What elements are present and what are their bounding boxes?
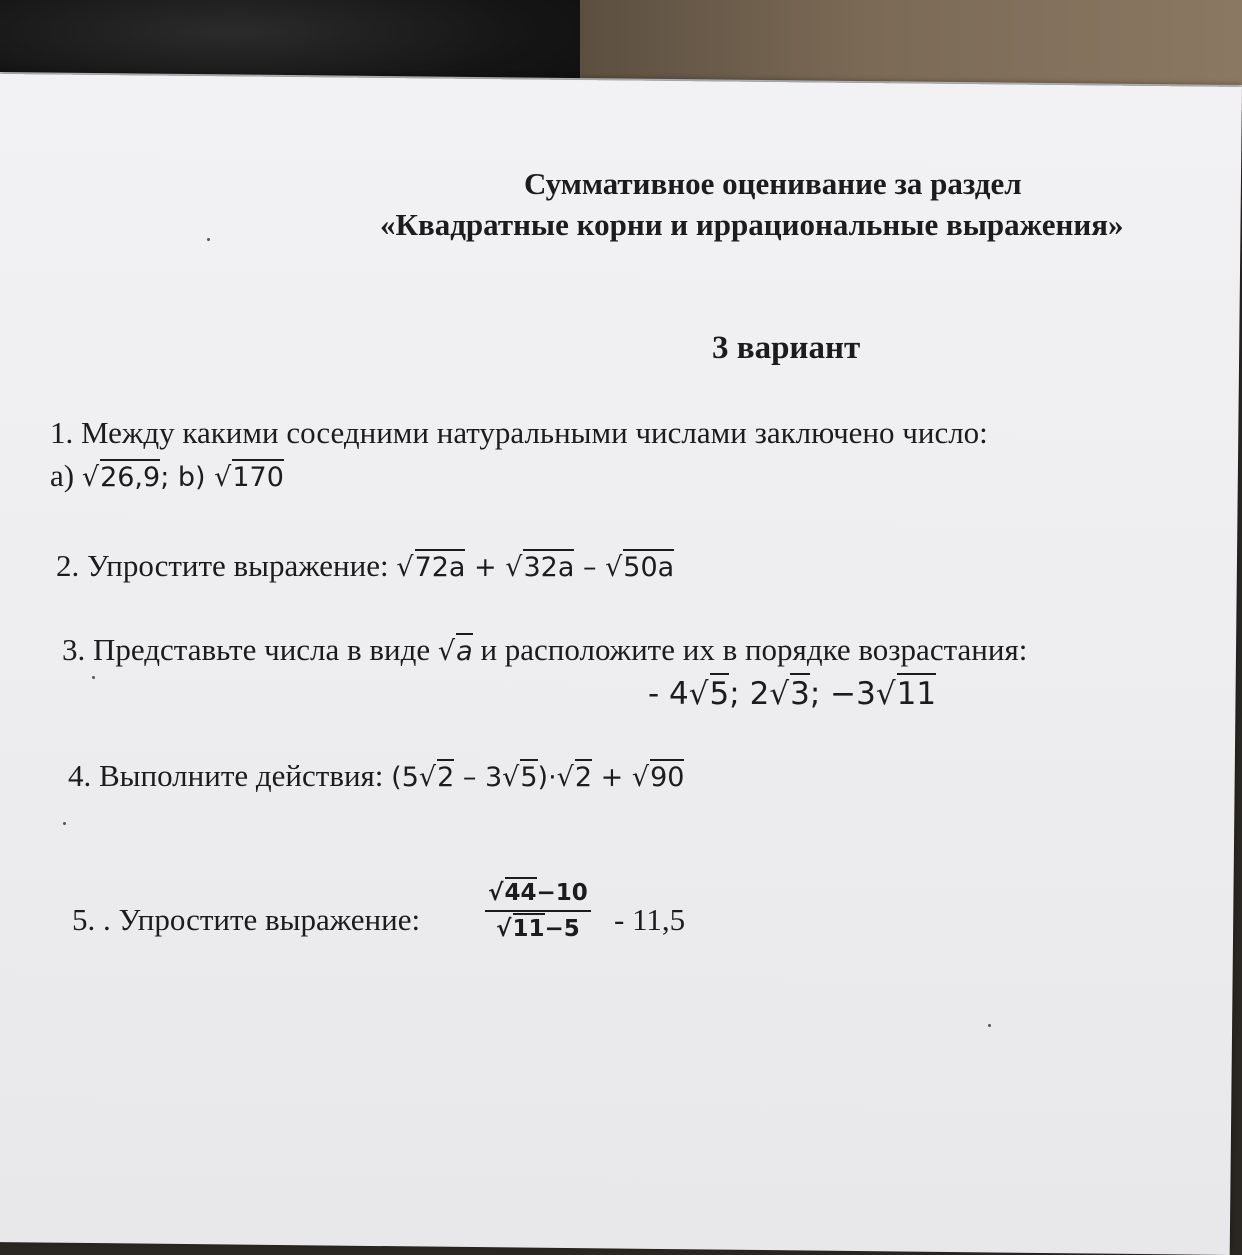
task-4-mid: – 3 bbox=[454, 762, 503, 793]
task-2-root-3: √50a bbox=[605, 552, 674, 583]
task-3-n3-coef: −3 bbox=[830, 676, 876, 712]
task-1-b-root: √170 bbox=[214, 462, 284, 493]
variant-heading: 3 вариант bbox=[712, 330, 861, 366]
task-2-op-1: + bbox=[465, 552, 506, 583]
task-5-denominator: √11−5 bbox=[483, 912, 593, 942]
task-3-text-after: и расположите их в порядке возрастания: bbox=[472, 632, 1028, 667]
task-5-fraction bbox=[483, 880, 593, 942]
task-3-n2-coef: 2 bbox=[749, 676, 770, 712]
task-3-text-before: 3. Представьте числа в виде bbox=[62, 632, 438, 667]
task-4-root-1: √2 bbox=[419, 762, 454, 793]
task-1-a-root: √26,9 bbox=[82, 462, 160, 493]
task-5-question: 5. . Упростите выражение: bbox=[72, 902, 421, 937]
task-2-op-2: – bbox=[574, 552, 606, 583]
task-2-question: 2. Упростите выражение: bbox=[56, 548, 397, 583]
task-1-items bbox=[50, 458, 284, 494]
task-3-root-a: √a bbox=[438, 636, 473, 667]
task-4-root-3: √2 bbox=[557, 762, 592, 793]
task-1-question: 1. Между какими соседними натуральными числами заключено число: bbox=[50, 415, 988, 450]
task-1-separator: ; bbox=[160, 462, 178, 493]
task-3-n1-coef: - 4 bbox=[648, 676, 689, 712]
task-3-n2-root: √3 bbox=[769, 676, 810, 712]
task-3-numbers bbox=[648, 676, 936, 712]
task-4-op: + bbox=[592, 762, 632, 793]
task-4-root-4: √90 bbox=[632, 762, 685, 793]
title-line-1: Суммативное оценивание за раздел bbox=[524, 166, 1022, 201]
task-3-sep-2: ; bbox=[809, 676, 831, 712]
task-1-b-label: b) bbox=[177, 462, 215, 493]
task-1-a-label: а) bbox=[50, 458, 82, 493]
paper-speck bbox=[63, 822, 66, 825]
task-5-numerator: √44−10 bbox=[483, 880, 593, 910]
task-4-root-2: √5 bbox=[502, 762, 537, 793]
task-3-n3-root: √11 bbox=[876, 676, 936, 712]
task-4-close: )· bbox=[537, 762, 557, 793]
task-3-sep-1: ; bbox=[729, 676, 750, 712]
task-2-root-1: √72a bbox=[396, 552, 465, 583]
paper-speck bbox=[92, 676, 95, 679]
task-3-question bbox=[62, 632, 1027, 668]
task-2-root-2: √32a bbox=[505, 552, 574, 583]
title-line-2: «Квадратные корни и иррациональные выражения» bbox=[380, 207, 1124, 242]
task-4-open: (5 bbox=[391, 762, 419, 793]
task-3-n1-root: √5 bbox=[689, 676, 730, 712]
task-2 bbox=[56, 548, 674, 584]
paper-speck bbox=[207, 238, 210, 241]
paper-speck bbox=[988, 1024, 991, 1027]
task-4-question: 4. Выполните действия: bbox=[68, 758, 392, 793]
task-5-tail: - 11,5 bbox=[614, 902, 686, 937]
task-4 bbox=[68, 758, 684, 794]
